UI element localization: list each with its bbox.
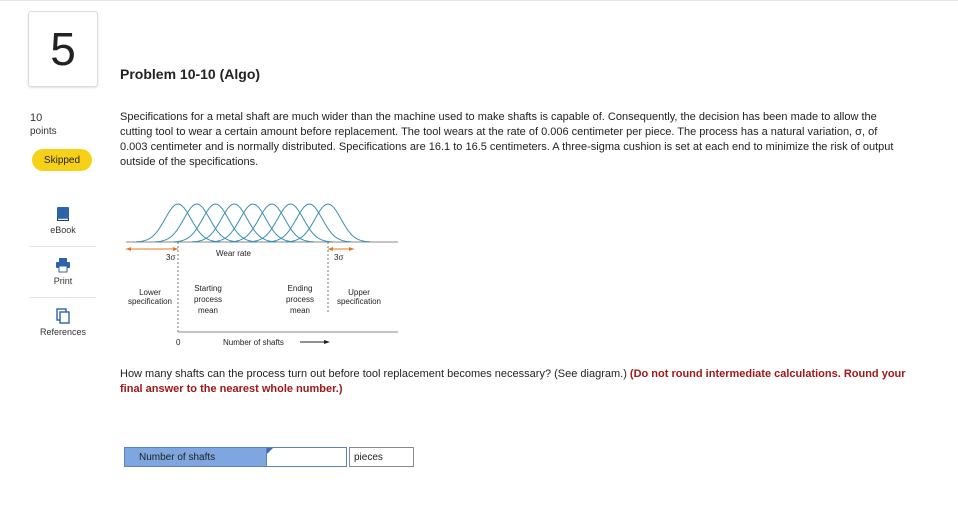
x-axis-arrowhead (324, 340, 330, 344)
printer-icon (55, 257, 71, 273)
tools-panel (30, 196, 96, 349)
start-mean-label-1: Starting (194, 284, 222, 293)
normal-curve (230, 204, 314, 242)
ebook-label: eBook (50, 225, 76, 235)
lower-spec-label-1: Lower (139, 288, 161, 297)
normal-curve (174, 204, 258, 242)
normal-curve (155, 204, 239, 242)
end-mean-label-3: mean (289, 306, 311, 315)
points-value: 10 (30, 112, 43, 124)
answer-unit: pieces (349, 447, 414, 467)
references-label: References (39, 327, 87, 337)
sigma-right-label: 3σ (334, 253, 344, 262)
x-axis-label: Number of shafts (223, 338, 284, 347)
book-icon (55, 206, 71, 222)
points-label: points (30, 126, 57, 137)
print-button[interactable] (30, 247, 96, 298)
prompt-text: How many shafts can the process turn out before tool replacement becomes necessary? (See diagram.) (120, 368, 630, 380)
distribution-curves (136, 204, 370, 242)
prompt-emphasis: (Do not round intermediate calculations. Round your final answer to the nearest whole number.) (120, 368, 906, 395)
end-mean-label-2: process (285, 295, 315, 304)
print-label: Print (53, 276, 73, 286)
lower-spec-label-2: specification (127, 297, 173, 306)
normal-curve (249, 204, 333, 242)
lower-cushion-arrowhead (173, 247, 178, 251)
normal-curve (267, 204, 351, 242)
upper-cushion-arrowhead (349, 247, 354, 251)
upper-cushion-arrowhead (328, 247, 333, 251)
ebook-button[interactable] (30, 196, 96, 247)
normal-curve (286, 204, 370, 242)
top-divider (0, 0, 958, 1)
problem-text: Specifications for a metal shaft are much wider than the machine used to make shafts is capable of. Consequently, the decision has been made to allow the cutting tool to wear a certain amount before replacement. The tool wears at the rate of 0.006 centimeter per piece. The process has a natural variation, σ, of 0.003 centimeter and is normally distributed. Specifications are 16.1 to 16.5 centimeters. A three-sigma cushion is set at each end to minimize the risk of output outside of the specifications. (120, 111, 894, 168)
upper-spec-label-2: specification (336, 297, 382, 306)
question-prompt (120, 367, 910, 397)
answer-row (124, 447, 414, 467)
references-button[interactable] (30, 298, 96, 349)
start-mean-label-3: mean (197, 306, 219, 315)
input-marker-icon (267, 448, 273, 454)
sigma-left-label: 3σ (166, 253, 176, 262)
wear-rate-label: Wear rate (216, 249, 251, 258)
answer-input-wrapper (267, 447, 347, 467)
tool-wear-diagram (118, 192, 408, 352)
references-icon (55, 308, 71, 324)
normal-curve (211, 204, 295, 242)
question-number: 5 (28, 11, 98, 87)
normal-curve (192, 204, 276, 242)
answer-input[interactable] (267, 450, 346, 468)
lower-cushion-arrowhead (126, 247, 131, 251)
answer-label: Number of shafts (124, 447, 267, 467)
normal-curve (136, 204, 220, 242)
upper-spec-label-1: Upper (348, 288, 370, 297)
status-badge: Skipped (32, 149, 92, 171)
end-mean-label-1: Ending (287, 284, 313, 293)
problem-title: Problem 10-10 (Algo) (120, 66, 261, 82)
zero-label: 0 (176, 338, 181, 347)
start-mean-label-2: process (193, 295, 223, 304)
